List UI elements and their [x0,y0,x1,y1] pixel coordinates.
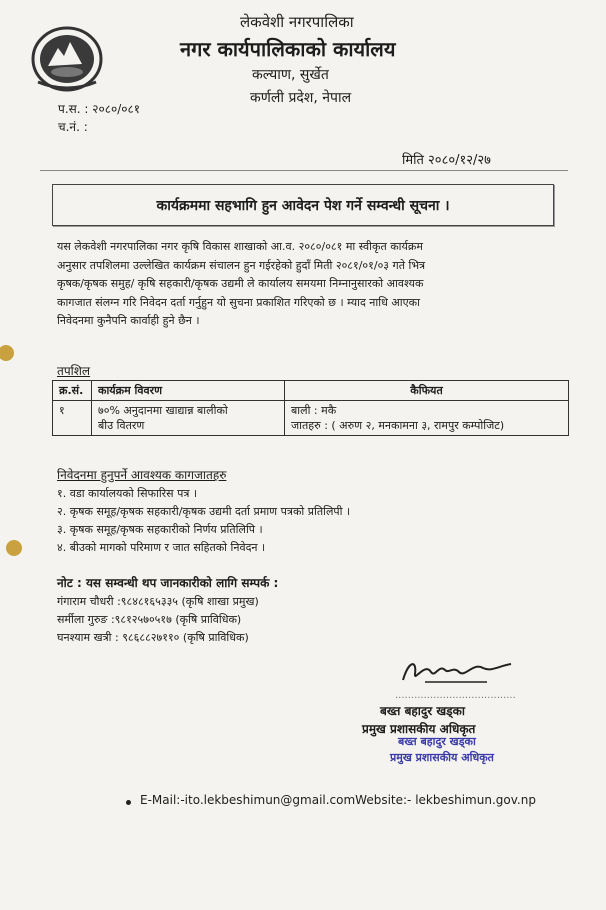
reference-number: प.स. : २०८०/०८१ [58,102,140,116]
municipality-name: लेकवेशी नगरपालिका [240,13,354,31]
col-header-remarks: कैफियत [285,381,569,401]
body-line: यस लेकवेशी नगरपालिका नगर कृषि विकास शाखाको आ.व. २०८०/०८१ मा स्वीकृत कार्यक्रम [57,240,423,253]
office-address: कल्याण, सुर्खेत [252,67,329,83]
body-line: कागजात संलग्न गरि निवेदन दर्ता गर्नुहुन यो सुचना प्रकाशित गरिएको छ । म्याद नाधि आएका [57,295,420,309]
list-item: ३. कृषक समूह/कृषक सहकारीको निर्णय प्रतिलिपि । [57,523,263,536]
footer-contact: E-Mail:-ito.lekbeshimun@gmail.comWebsite:- lekbeshimun.gov.np [140,793,536,807]
remark-line: बाली : मकै [291,404,337,417]
signatory-name: बख्त बहादुर खड्का [380,704,465,718]
description-line: ७०% अनुदानमा खाद्यान्न बालीको [98,404,228,417]
stamp-name: बख्त बहादुर खड्का [398,735,476,748]
subject-title: कार्यक्रममा सहभागि हुन आवेदन पेश गर्ने सम्वन्धी सूचना । [156,198,450,214]
notice-date: मिति २०८०/१२/२७ [402,153,491,168]
punch-hole-mark [0,345,14,361]
signatory-title: प्रमुख प्रशासकीय अधिकृत [362,722,476,736]
body-line: कृषक/कृषक समुह/ कृषि सहकारी/कृषक उद्यमी ले कार्यालय समयमा निम्नानुसारको आवश्यक [57,277,424,290]
subject-box [52,184,554,226]
notice-body [57,238,552,331]
stamp-title: प्रमुख प्रशासकीय अधिकृत [390,751,494,764]
details-heading: तपशिल [57,364,91,378]
program-table [52,380,569,436]
bullet-icon [126,800,131,805]
remark-line: जातहरु : ( अरुण २, मनकामना ३, रामपुर कम्पोजिट) [291,419,505,432]
col-header-sn: क्र.सं. [53,381,92,401]
contact-line: गंगाराम चौधरी :९८४८१६५३३५ (कृषि शाखा प्रमुख) [57,595,259,608]
list-item: १. वडा कार्यालयको सिफारिस पत्र । [57,487,198,500]
signature-line: ...................................... [395,690,516,701]
documents-heading: निवेदनमा हुनुपर्ने आवश्यक कागजातहरु [57,468,227,482]
punch-hole-mark [6,540,22,556]
body-line: अनुसार तपशिलमा उल्लेखित कार्यक्रम संचालन हुन गईरहेको हुदाँ मिती २०८१/०१/०३ गते भित्र [57,258,426,272]
cell-sn: १ [53,401,92,436]
cell-remarks [285,401,569,436]
contact-line: सर्मीला गुरुङ :९८१२५७०५१७ (कृषि प्राविधिक) [57,613,242,626]
header-divider [40,170,568,171]
contact-line: घनश्याम खत्री : ९८६८८२७११० (कृषि प्राविधिक) [57,631,249,644]
office-name: नगर कार्यपालिकाको कार्यालय [180,37,396,61]
col-header-description: कार्यक्रम विवरण [92,381,285,401]
table-row [53,401,569,436]
description-line: बीउ वितरण [98,419,145,432]
cell-description [92,401,285,436]
contact-note-heading: नोट : यस सम्वन्धी थप जानकारीको लागि सम्पर्क : [57,576,279,590]
table-header-row [53,381,569,401]
province-address: कर्णली प्रदेश, नेपाल [250,90,352,106]
list-item: ४. बीउको मागको परिमाण र जात सहितको निवेदन । [57,541,266,554]
dispatch-number: च.नं. : [58,120,88,134]
nepal-emblem-icon [30,22,104,92]
list-item: २. कृषक समूह/कृषक सहकारी/कृषक उद्यमी दर्ता प्रमाण पत्रको प्रतिलिपी । [57,505,351,518]
signature-mark [395,652,515,692]
body-line: निवेदनमा कुनैपनि कार्वाही हुने छैन । [57,314,200,327]
